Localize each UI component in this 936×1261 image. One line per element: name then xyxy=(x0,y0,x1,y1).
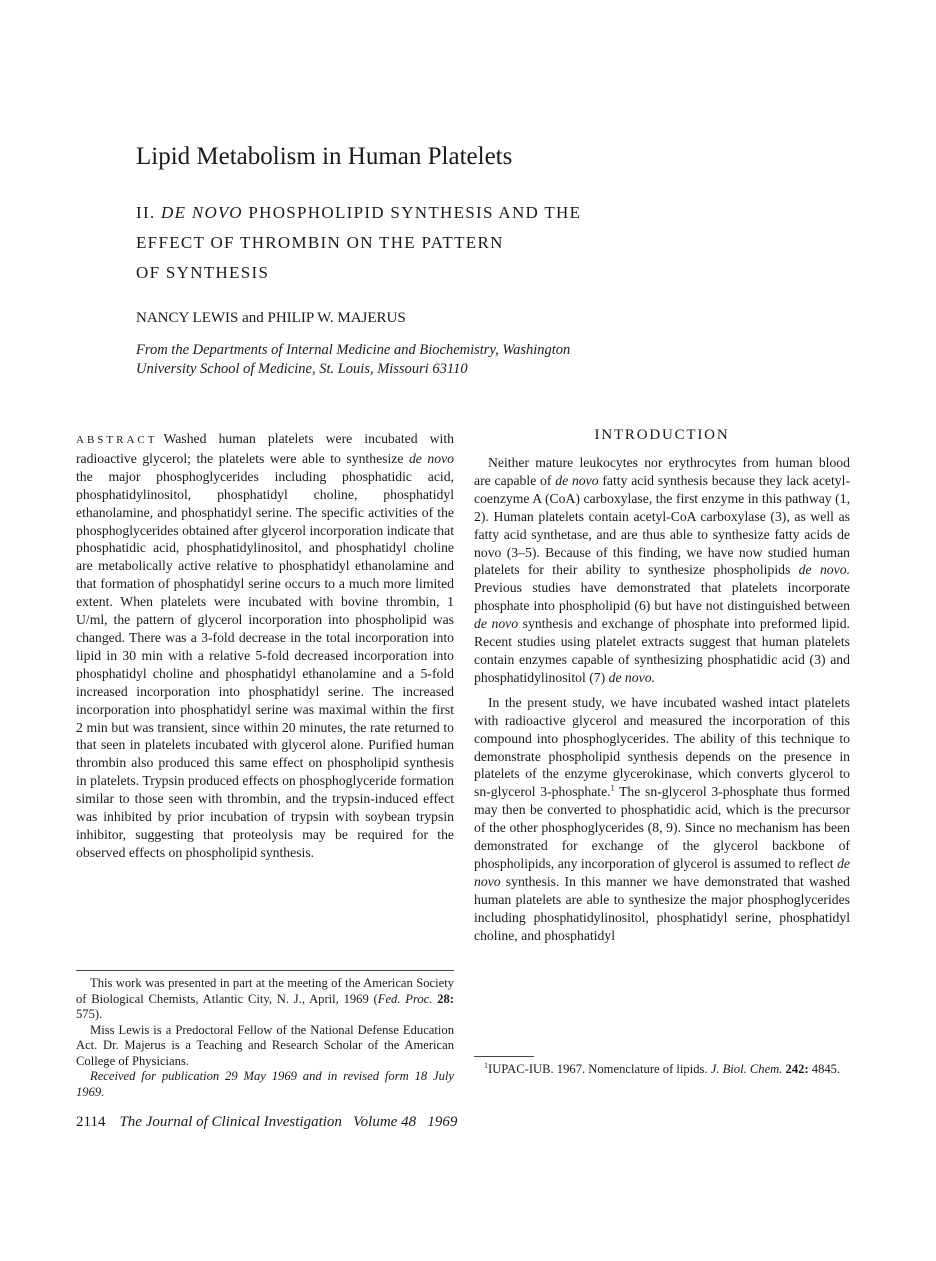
article-subtitle xyxy=(136,198,696,288)
running-footer xyxy=(76,1114,457,1131)
abstract: ABSTRACT Washed human platelets were incubated with radioactive glycerol; the platelets were able to synthesize de novo the major phosphoglycerides including phosphatidic acid, phosphatidylinositol, phosphatidyl choline, phosphatidyl ethanolamine, and phosphatidyl serine. The specific activities of the phosphoglycerides obtained after glycerol incorporation indicate that phosphatidic acid, phosphatidylinositol, and phosphatidyl choline are metabolically active relative to phosphatidyl ethanolamine and that formation of phosphatidyl serine occurs to a much more limited extent. When platelets were incubated with bovine thrombin, 1 U/ml, the pattern of glycerol incorporation into phospholipid was changed. There was a 3-fold decrease in the total incorporation into lipid in 30 min with a relative 5-fold decreased incorporation into phosphatidyl choline and phosphatidyl ethanolamine and a 5-fold increased incorporation into phosphatidyl serine. The increased incorporation into phosphatidyl serine was maximal within the first 2 min but was transient, since within 20 minutes, the rate returned to that seen in platelets incubated with glycerol alone. Purified human thrombin also produced this same effect on phospholipid synthesis in platelets. Trypsin produced effects on phosphoglyceride formation similar to those seen with thrombin, and the trypsin-induced effect was inhibited by prior incubation of trypsin with soybean trypsin inhibitor, suggesting that proteolysis may be required for the observed effects on phospholipid synthesis. xyxy=(76,431,454,860)
journal-citation: The Journal of Clinical Investigation Volume 48 1969 xyxy=(119,1114,458,1130)
footnotes xyxy=(76,970,454,1100)
intro-paragraph-2: In the present study, we have incubated washed intact platelets with radioactive glycerol and measured the incorporation of this compound into phosphoglycerides. The ability of this technique to demonstrate phospholipid synthesis depends on the presence in platelets of the enzyme glycerokinase, which converts glycerol to sn-glycerol 3-phosphate.$^1$ The sn-glycerol 3-phosphate thus formed may then be converted to phosphatidic acid, which is the precursor of the other phosphoglycerides (8, 9). Since no mechanism has been demonstrated for exchange of the glycerol backbone of phospholipids, any incorporation of glycerol is assumed to reflect de novo synthesis. In this manner we have demonstrated that washed human platelets are able to synthesize the major phosphoglycerides including phosphatidylinositol, phosphatidyl serine, phosphatidyl choline, and phosphatidyl xyxy=(474,694,850,943)
footnote-fellowship: Miss Lewis is a Predoctoral Fellow of the National Defense Education Act. Dr. Majerus is a Teaching and Research Scholar of the American College of Physicians. xyxy=(76,1022,454,1068)
footnote-received: Received for publication 29 May 1969 and in revised form 18 July 1969. xyxy=(76,1069,454,1099)
intro-paragraph-1: Neither mature leukocytes nor erythrocytes from human blood are capable of de novo fatty acid synthesis because they lack acetyl-coenzyme A (CoA) carboxylase, the first enzyme in this pathway (1, 2). Human platelets contain acetyl-CoA carboxylase (3), as well as fatty acid synthetase, and are thus able to synthesize fatty acids de novo (3–5). Because of this finding, we have now studied human platelets for their ability to synthesize phospholipids de novo. Previous studies have demonstrated that platelets incorporate phosphate into phospholipid (6) but have not distinguished between de novo synthesis and exchange of phosphate into preformed lipid. Recent studies using platelet extracts suggest that human platelets contain enzymes capable of synthesizing phosphatidic acid (3) and phosphatidylinositol (7) de novo. xyxy=(474,455,851,685)
footnote-rule xyxy=(474,1056,534,1057)
footnote-presentation: This work was presented in part at the meeting of the American Society of Biological Chemists, Atlantic City, N. J., April, 1969 (Fed. Proc. 28: 575). xyxy=(76,976,454,1021)
introduction-body xyxy=(474,454,850,944)
affiliation-line-2: University School of Medicine, St. Louis, Missouri 63110 xyxy=(136,361,468,377)
footnote-nomenclature: $^1$IUPAC-IUB. 1967. Nomenclature of lipids. J. Biol. Chem. 242: 4845. xyxy=(474,1056,850,1078)
subtitle-line-3: OF SYNTHESIS xyxy=(136,263,270,282)
page-number: 2114 xyxy=(76,1114,106,1130)
affiliation xyxy=(136,341,736,379)
affiliation-line-1: From the Departments of Internal Medicine and Biochemistry, Washington xyxy=(136,342,571,358)
subtitle-line-2: EFFECT OF THROMBIN ON THE PATTERN xyxy=(136,233,504,252)
abstract-label: ABSTRACT xyxy=(76,434,158,446)
article-title: Lipid Metabolism in Human Platelets xyxy=(136,143,513,170)
authors: NANCY LEWIS and PHILIP W. MAJERUS xyxy=(136,310,406,326)
introduction-heading: INTRODUCTION xyxy=(594,427,730,443)
subtitle-line-1: II. DE NOVO PHOSPHOLIPID SYNTHESIS AND THE xyxy=(136,203,582,222)
